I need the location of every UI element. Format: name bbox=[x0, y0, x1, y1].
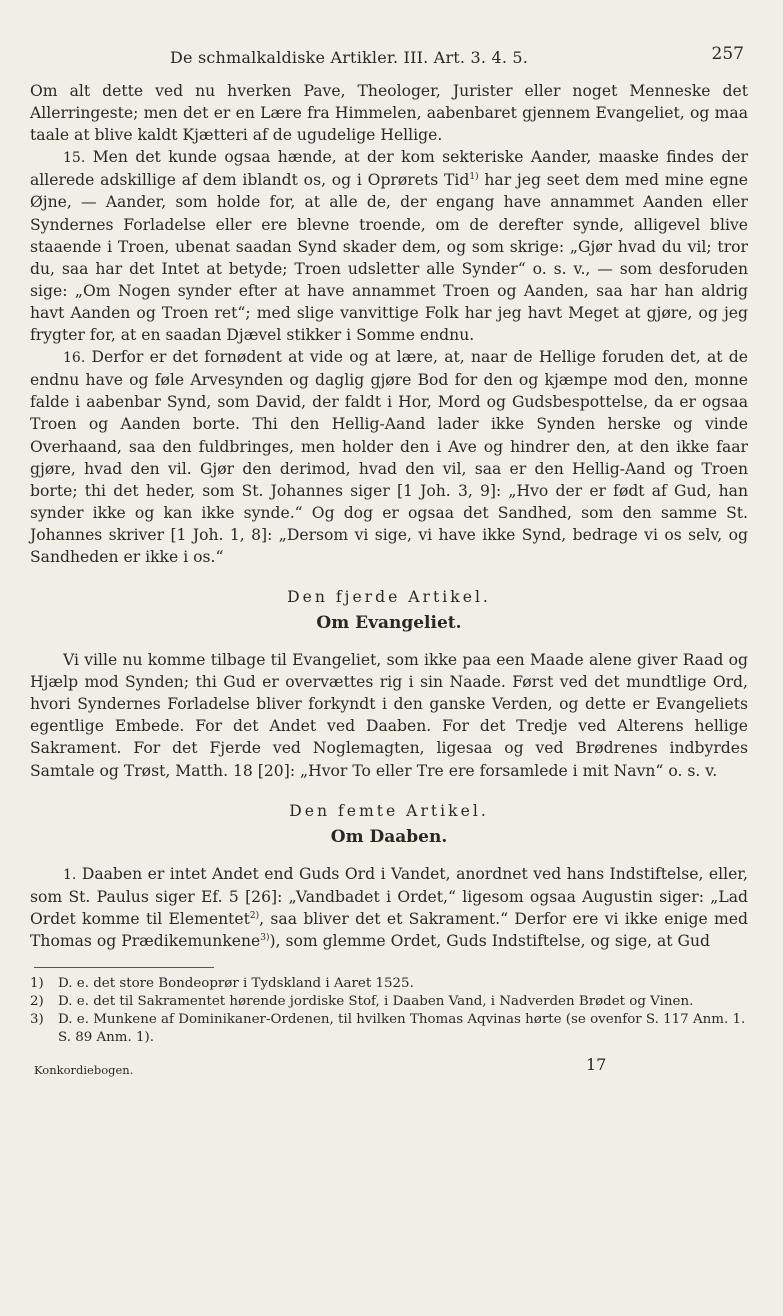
paragraph-text: , saa bliver det et Sakrament.“ Derfor ere vi ikke enige med Thomas og Prædikemunkene bbox=[30, 909, 748, 950]
article-5-title: Om Daaben. bbox=[330, 826, 448, 847]
paragraph-text: ), som glemme Ordet, Guds Indstiftelse, og sige, at Gud bbox=[269, 931, 710, 950]
article-5-heading: Den femte Artikel. bbox=[289, 801, 489, 820]
page-number: 257 bbox=[711, 44, 744, 64]
footnote-text: D. e. Munkene af Dominikaner-Ordenen, til hvilken Thomas Aqvinas hørte (se ovenfor S. 117 Anm. 1. S. 89 Anm. 1). bbox=[58, 1012, 746, 1045]
paragraph-16 bbox=[30, 346, 748, 568]
footnote-text: D. e. det store Bondeoprør i Tydskland i Aaret 1525. bbox=[58, 976, 414, 991]
paragraph-number: 15. bbox=[63, 150, 86, 167]
paragraph-text: Men det kunde ogsaa hænde, at der kom sekteriske Aander, maaske findes der allerede adskillige af dem iblandt os, og i Oprørets Tid bbox=[30, 148, 748, 190]
footnote-ref-3: 3) bbox=[260, 932, 270, 943]
footnote-3 bbox=[30, 1011, 748, 1047]
sheet-number: 17 bbox=[586, 1055, 607, 1074]
footnotes bbox=[30, 975, 748, 1047]
paragraph-number: 1. bbox=[63, 866, 77, 883]
paragraph-number: 16. bbox=[63, 350, 86, 367]
page-footer bbox=[30, 1055, 748, 1085]
paragraph-continuation: Om alt dette ved nu hverken Pave, Theologer, Jurister eller noget Menneske det Allerringeste; men det er en Lære fra Himmelen, aabenbaret gjennem Evangeliet, og maa taale at blive kaldt Kjætteri af de ugudelige Hellige. bbox=[30, 82, 748, 145]
footnote-1 bbox=[30, 975, 748, 993]
footnote-ref-2: 2) bbox=[249, 910, 260, 921]
footnote-text: D. e. det til Sakramentet hørende jordiske Stof, i Daaben Vand, i Nadverden Brødet og Vinen. bbox=[58, 994, 694, 1009]
printer-signature: Konkordiebogen. bbox=[34, 1063, 134, 1077]
article-4-heading: Den fjerde Artikel. bbox=[287, 588, 491, 607]
footnote-mark: 3) bbox=[30, 1012, 44, 1027]
book-page bbox=[30, 40, 748, 1085]
footnote-divider bbox=[34, 967, 214, 968]
running-head: De schmalkaldiske Artikler. III. Art. 3. 4. 5. bbox=[170, 48, 529, 67]
paragraph-text: Derfor er det fornødent at vide og at lære, at, naar de Hellige foruden det, at de endnu have og føle Arvesynden og daglig gjøre Bod for den og kjæmpe mod den, monne falde i aabenbar Synd, som David, der faldt i Hor, Mord og Gudsbespottelse, da er ogsaa Troen og Aanden borte. Thi den Hellig-Aand lader ikke Synden herske og vinde Overhaand, saa den fuldbringes, men holder den i Ave og hindrer den, at den ikke faar gjøre, hvad den vil. Gjør den derimod, hvad den vil, saa er den Hellig-Aand og Troen borte; thi det heder, som St. Johannes siger [1 Joh. 3, 9]: „Hvo der er født af Gud, han synder ikke og kan ikke synde.“ Og dog er ogsaa det Sandhed, som den samme St. Johannes skriver [1 Joh. 1, 8]: „Dersom vi sige, vi have ikke Synd, bedrage vi os selv, og Sandheden er ikke i os.“ bbox=[30, 348, 748, 566]
paragraph-text: har jeg seet dem med mine egne Øjne, — Aander, som holde for, at alle de, der engang have annammet Aanden eller Syndernes Forladelse eller ere blevne troende, om de derefter synde, alligevel blive staaende i Troen, ubenat saadan Synd skader dem, og som skrige: „Gjør hvad du vil; tror du, saa har det Intet at betyde; Troen udsletter alle Synder“ o. s. v., — som desforuden sige: „Om Nogen synder efter at have annammet Troen og Aanden, saa har han aldrig havt Aanden og Troen ret“; med slige vanvittige Folk har jeg havt Meget at gjøre, og jeg frygter for, at en saadan Djævel stikker i Somme endnu. bbox=[30, 171, 749, 345]
paragraph-text: Daaben er intet Andet end Guds Ord i Vandet, anordnet ved hans Indstiftelse, eller, som St. Paulus siger Ef. 5 [26]: „Vandbadet i Ordet,“ ligesom ogsaa Augustin siger: „Lad Ordet komme til Elementet bbox=[30, 864, 748, 928]
footnote-mark: 1) bbox=[30, 976, 44, 991]
page-header bbox=[30, 40, 748, 80]
footnote-ref-1: 1) bbox=[469, 172, 479, 183]
paragraph-15 bbox=[30, 146, 748, 346]
paragraph-1 bbox=[30, 863, 748, 952]
footnote-mark: 2) bbox=[30, 994, 44, 1009]
footnote-2 bbox=[30, 993, 748, 1011]
article-4-text: Vi ville nu komme tilbage til Evangeliet, som ikke paa een Maade alene giver Raad og Hjælp mod Synden; thi Gud er overvættes rig i sin Naade. Først ved det mundtlige Ord, hvori Syndernes Forladelse bliver forkyndt i den ganske Verden, og dette er Evangeliets egentlige Embede. For det Andet ved Daaben. For det Tredje ved Alterens hellige Sakrament. For det Fjerde ved Noglemagten, ligesaa og ved Brødrenes indbyrdes Samtale og Trøst, Matth. 18 [20]: „Hvor To eller Tre ere forsamlede i mit Navn“ o. s. v. bbox=[30, 651, 748, 780]
article-4-title: Om Evangeliet. bbox=[316, 613, 462, 634]
